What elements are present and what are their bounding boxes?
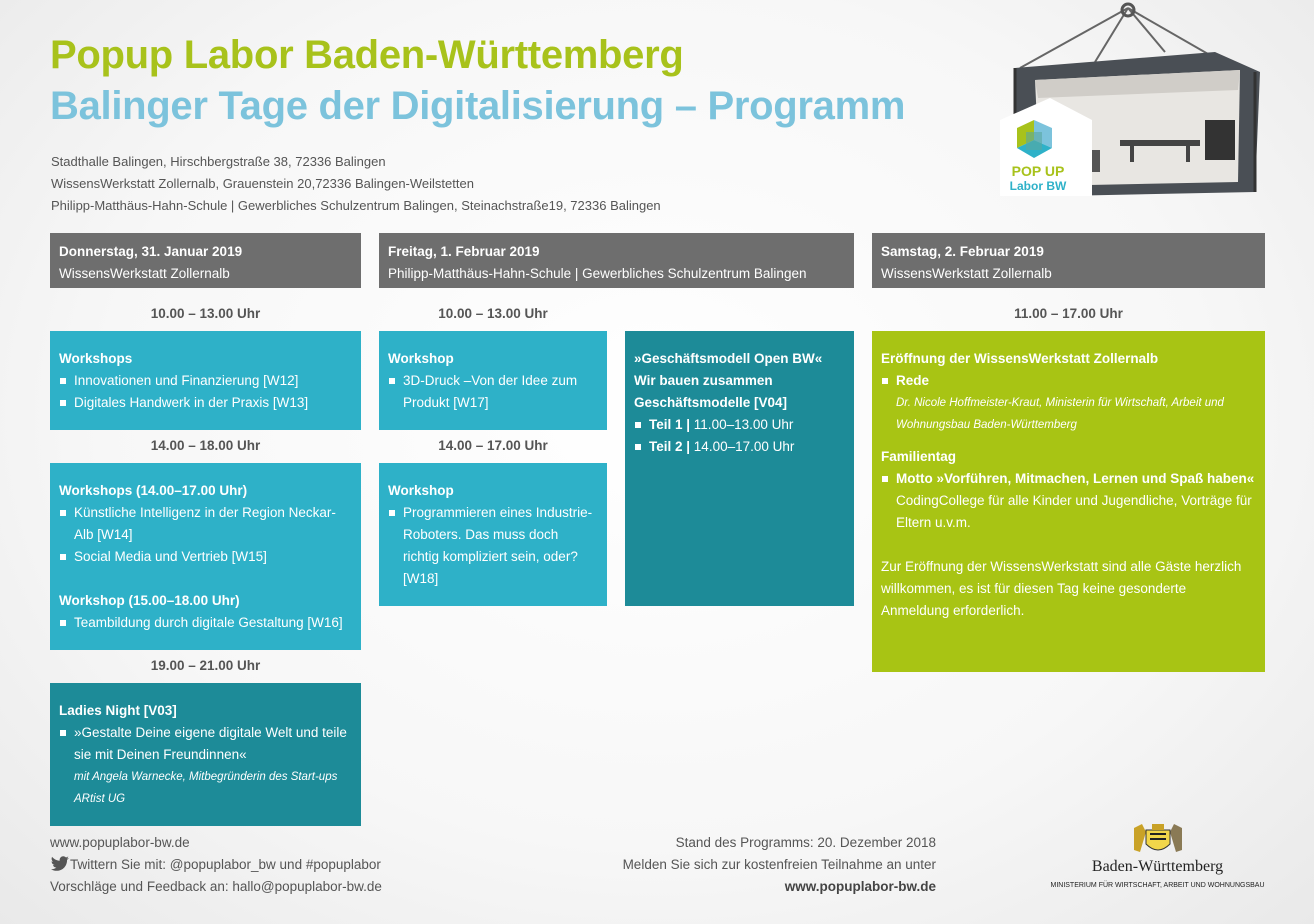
time-slot: 10.00 – 13.00 Uhr [438, 306, 548, 321]
session-item: Teil 2 | 14.00–17.00 Uhr [634, 436, 845, 458]
session-box-fri-afternoon [379, 463, 607, 606]
address-schule: Philipp-Matthäus-Hahn-Schule | Gewerbliches Schulzentrum Balingen, Steinachstraße19, 72336 Balingen [51, 198, 661, 213]
session-heading: Workshops [59, 351, 133, 366]
day-date: Samstag, 2. Februar 2019 [881, 244, 1044, 259]
session-heading: Workshop [388, 483, 454, 498]
footer-website-link[interactable]: www.popuplabor-bw.de [50, 835, 190, 850]
popup-logo-subtext: Labor BW [1009, 179, 1067, 193]
session-box-ladies-night [50, 683, 361, 826]
time-slot: 10.00 – 13.00 Uhr [150, 306, 261, 321]
session-box-thu-afternoon [50, 463, 361, 650]
footer-register-text: Melden Sie sich zur kostenfreien Teilnahme an unter [622, 857, 936, 872]
session-heading: Workshop (15.00–18.00 Uhr) [59, 593, 240, 608]
session-heading: Familientag [881, 449, 957, 464]
day-header-thursday [50, 233, 361, 288]
session-item: Programmieren eines Industrie-Roboters. Das muss doch richtig kompliziert sein, oder? [W18] [388, 502, 598, 590]
session-heading: Workshops (14.00–17.00 Uhr) [59, 483, 248, 498]
session-heading: Eröffnung der WissensWerkstatt Zollernalb [881, 351, 1159, 366]
page-title: Popup Labor Baden-Württemberg [50, 33, 684, 77]
session-item: Künstliche Intelligenz in der Region Neckar-Alb [W14] [59, 502, 352, 546]
session-item: 3D-Druck –Von der Idee zum Produkt [W17] [388, 370, 598, 414]
footer-feedback[interactable]: Vorschläge und Feedback an: hallo@popuplabor-bw.de [50, 879, 382, 894]
twitter-text: Twittern Sie mit: @popuplabor_bw und #popuplabor [70, 857, 381, 872]
session-heading: Workshop [388, 351, 454, 366]
session-item: Rede [896, 373, 930, 388]
day-header-friday [379, 233, 854, 288]
page-subtitle: Balinger Tage der Digitalisierung – Programm [50, 84, 906, 128]
footer-stand: Stand des Programms: 20. Dezember 2018 [675, 835, 936, 850]
time-slot: 11.00 – 17.00 Uhr [1014, 306, 1123, 321]
day-venue: WissensWerkstatt Zollernalb [881, 266, 1052, 281]
day-venue: Philipp-Matthäus-Hahn-Schule | Gewerbliches Schulzentrum Balingen [388, 266, 807, 281]
popup-logo-text: POP UP [1011, 163, 1065, 179]
session-item: Motto »Vorführen, Mitmachen, Lernen und Spaß haben« [896, 471, 1255, 486]
session-item: »Gestalte Deine eigene digitale Welt und teile sie mit Deinen Freundinnen« [74, 725, 347, 762]
session-box-thu-morning [50, 331, 361, 430]
session-heading: Ladies Night [V03] [59, 703, 177, 718]
session-note: Zur Eröffnung der WissensWerkstatt sind alle Gäste herzlich willkommen, es ist für diesen Tag keine gesonderte Anmeldung erforderlich. [881, 559, 1242, 618]
session-box-saturday [872, 331, 1265, 672]
session-item: Teil 1 | 11.00–13.00 Uhr [634, 414, 845, 436]
time-slot: 19.00 – 21.00 Uhr [150, 658, 261, 673]
day-date: Freitag, 1. Februar 2019 [388, 244, 540, 259]
session-item: Innovationen und Finanzierung [W12] [59, 370, 352, 392]
address-stadthalle: Stadthalle Balingen, Hirschbergstraße 38, 72336 Balingen [51, 154, 386, 169]
day-header-saturday [872, 233, 1265, 288]
session-heading: »Geschäftsmodell Open BW« Wir bauen zusammen Geschäftsmodelle [V04] [634, 351, 823, 410]
session-item: Teambildung durch digitale Gestaltung [W16] [59, 612, 352, 634]
session-item: Social Media und Vertrieb [W15] [59, 546, 352, 568]
bw-ministry: MINISTERIUM FÜR WIRTSCHAFT, ARBEIT UND WOHNUNGSBAU [1050, 882, 1265, 889]
session-speaker: mit Angela Warnecke, Mitbegründerin des Start-ups ARtist UG [74, 771, 338, 805]
session-box-fri-morning [379, 331, 607, 430]
day-venue: WissensWerkstatt Zollernalb [59, 266, 230, 281]
footer-register-link[interactable]: www.popuplabor-bw.de [784, 879, 936, 894]
bw-name: Baden-Württemberg [1091, 858, 1224, 875]
coat-of-arms-icon [1128, 822, 1188, 858]
day-date: Donnerstag, 31. Januar 2019 [59, 244, 243, 259]
time-slot: 14.00 – 18.00 Uhr [150, 438, 261, 453]
session-item: Digitales Handwerk in der Praxis [W13] [59, 392, 352, 414]
session-speaker: Dr. Nicole Hoffmeister-Kraut, Ministerin für Wirtschaft, Arbeit und Wohnungsbau Baden-Württemberg [896, 397, 1224, 431]
session-box-geschaeftsmodell [625, 331, 854, 606]
popup-logo-icon [1012, 120, 1062, 164]
time-slot: 14.00 – 17.00 Uhr [438, 438, 548, 453]
session-description: CodingCollege für alle Kinder und Jugendliche, Vorträge für Eltern u.v.m. [896, 493, 1252, 530]
address-wissenswerkstatt: WissensWerkstatt Zollernalb, Grauenstein 20,72336 Balingen-Weilstetten [51, 176, 474, 191]
